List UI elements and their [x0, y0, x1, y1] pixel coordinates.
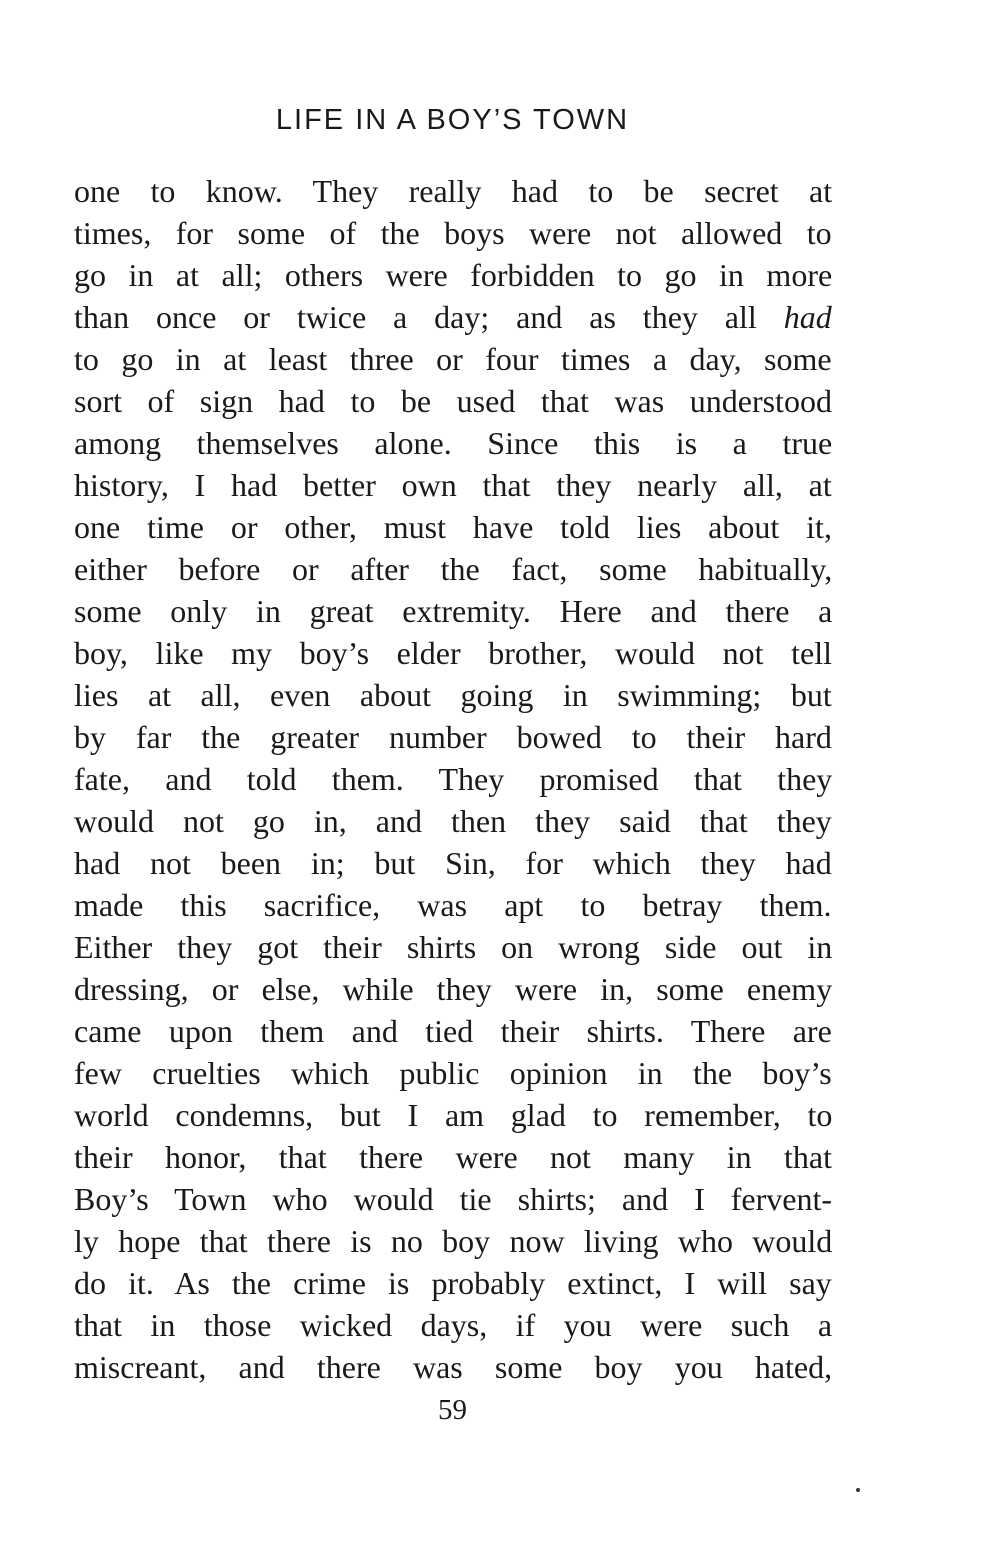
- text-line: came upon them and tied their shirts. There are: [74, 1013, 832, 1049]
- text-line: Either they got their shirts on wrong side out in: [74, 929, 833, 965]
- emphasis: had: [783, 299, 832, 335]
- text-line: that in those wicked days, if you were such a: [74, 1307, 833, 1343]
- text-line: lies at all, even about going in swimming; but: [74, 677, 832, 713]
- text-line: fate, and told them. They promised that they: [74, 761, 833, 797]
- text-line: either before or after the fact, some habitually,: [74, 551, 833, 587]
- text-line: one to know. They really had to be secret at: [74, 173, 833, 209]
- body-text: [74, 170, 832, 1388]
- text-line: go in at all; others were forbidden to go in more: [74, 257, 833, 293]
- text-line: ly hope that there is no boy now living who would: [74, 1223, 833, 1259]
- text-line: by far the greater number bowed to their hard: [74, 719, 832, 755]
- text-line: times, for some of the boys were not allowed to: [74, 215, 832, 251]
- text-line: history, I had better own that they nearly all, at: [74, 467, 832, 503]
- running-head: LIFE IN A BOY’S TOWN: [275, 104, 630, 136]
- ink-speck: [856, 1488, 860, 1492]
- text-line: among themselves alone. Since this is a true: [74, 425, 833, 461]
- text-line: made this sacrifice, was apt to betray them.: [74, 887, 832, 923]
- text-line: had not been in; but Sin, for which they had: [74, 845, 832, 881]
- text-line: would not go in, and then they said that they: [74, 803, 832, 839]
- text-line: than once or twice a day; and as they all had: [74, 299, 832, 335]
- text-line: some only in great extremity. Here and there a: [74, 593, 833, 629]
- text-line: their honor, that there were not many in that: [74, 1139, 833, 1175]
- text-line: Boy’s Town who would tie shirts; and I fervent-: [74, 1181, 832, 1217]
- text-line: to go in at least three or four times a day, some: [74, 341, 832, 377]
- text-line: few cruelties which public opinion in the boy’s: [74, 1055, 832, 1091]
- text-line: do it. As the crime is probably extinct, I will say: [74, 1265, 832, 1301]
- text-line: world condemns, but I am glad to remember, to: [74, 1097, 833, 1133]
- text-line: boy, like my boy’s elder brother, would not tell: [74, 635, 833, 671]
- text-line: sort of sign had to be used that was understood: [74, 383, 832, 419]
- text-line: miscreant, and there was some boy you hated,: [74, 1349, 833, 1385]
- page-number: 59: [438, 1394, 467, 1426]
- text-line: dressing, or else, while they were in, some enemy: [74, 971, 833, 1007]
- text-line: one time or other, must have told lies about it,: [74, 509, 832, 545]
